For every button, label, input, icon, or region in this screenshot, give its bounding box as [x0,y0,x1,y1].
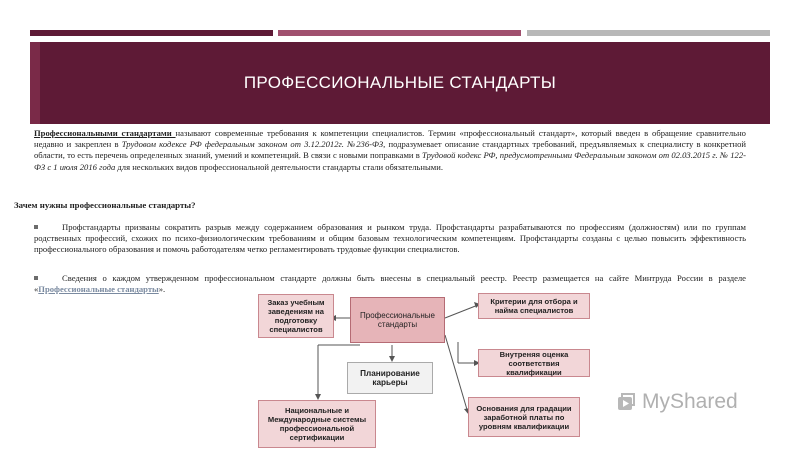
watermark [616,390,738,414]
connector-right-bottom [445,335,468,413]
intro-text-a: называют современные требования к компетенции специалистов. Термин «профессиональный стандарт», который введен в обращение сравнительно недавно и закреплен в [34,128,746,150]
box-certification-systems: Национальные и Международные системы профессиональной сертификации [258,400,376,448]
box-professional-standards: Профессиональные стандарты [350,297,445,343]
box-internal-assessment: Внутреняя оценка соответствия квалификации [478,349,590,377]
bullet-1-text: Профстандарты призваны сократить разрыв между содержанием образования и рынком труда. Профстандарты разрабатываются по профессиям (должностям) или по группам родственных профессий, схожих по психо-физиологическим требованиям и общим базовым технологическим компетенциям. Профстандарты созданы с целью повысить эффективность профессионального образования и помочь работодателям четко регламентировать трудовые функции специалистов. [34,222,746,255]
bullet-2-text-a: Сведения о каждом утвержденном профессиональном стандарте должны быть внесены в специальный реестр. Реестр размещается на сайте Минтруда России в разделе « [34,273,746,295]
box-career-planning: Планирование карьеры [347,362,433,394]
box-salary-grading: Основания для градации заработной платы по уровням квалификации [468,397,580,437]
standards-link[interactable]: Профессиональные стандарты [38,284,159,295]
box-training-orders: Заказ учебным заведениям на подготовку специалистов [258,294,334,338]
connector-right-top [445,305,478,318]
watermark-text: MyShared [642,390,738,413]
intro-text-b: , подразумевает описание стандартных требований, предъявляемых к специалисту в конкретной области, то есть перечень определенных знаний, умений и компетенций. В связи с новыми поправками в [34,139,746,161]
intro-text-c: для нескольких видов профессиональной деятельности стандарты стали обязательными. [115,161,443,172]
question-heading: Зачем нужны профессиональные стандарты? [14,200,196,210]
intro-law-2: Трудовой кодекс РФ, предусмотренными Федеральным законом от 02.03.2015 г. № 122-ФЗ с 1 июля 2016 года [34,150,746,172]
box-hiring-criteria: Критерии для отбора и найма специалистов [478,293,590,319]
bullet-2-text-b: ». [158,284,166,295]
slide-title: ПРОФЕССИОНАЛЬНЫЕ СТАНДАРТЫ [243,73,557,92]
myshared-logo-icon [616,391,638,413]
intro-law-1: Трудовом кодексе РФ федеральным законом от 3.12.2012г. №236-ФЗ [121,139,384,150]
intro-lead: Профессиональными стандартами [34,128,176,138]
